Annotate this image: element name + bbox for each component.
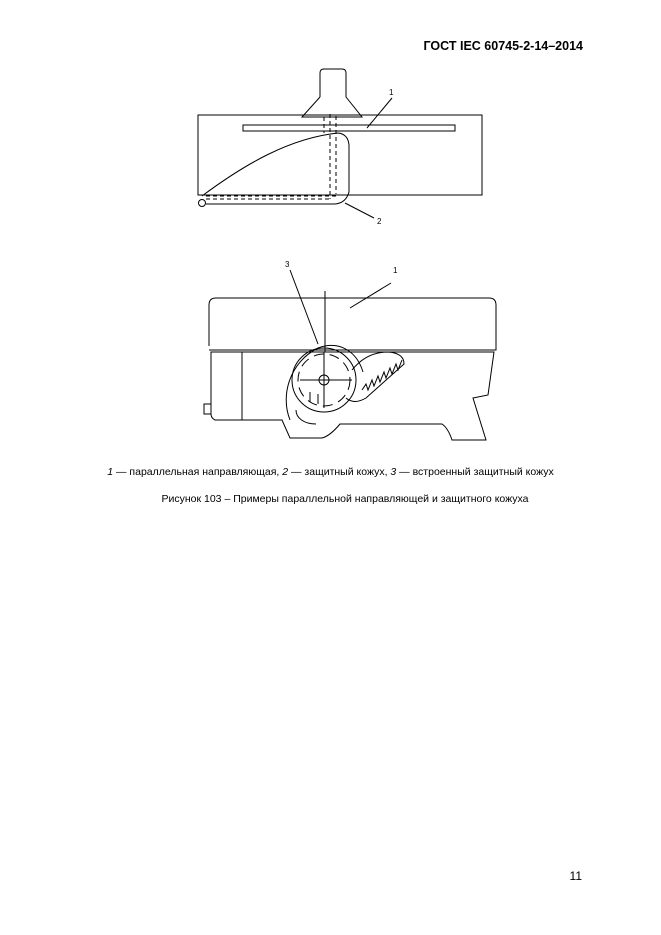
bottom-drawing xyxy=(204,270,496,440)
leader-1-bottom xyxy=(350,283,391,308)
legend-num-1: 1 xyxy=(107,466,114,478)
figure-caption: Рисунок 103 – Примеры параллельной направляющей и защитного кожуха xyxy=(161,493,529,505)
callout-2-top: 2 xyxy=(377,217,382,226)
pivot xyxy=(199,200,206,207)
guard-arc xyxy=(296,392,318,424)
legend-num-2: 2 xyxy=(282,466,289,478)
leader-2 xyxy=(345,203,374,218)
dust-chute xyxy=(302,69,362,117)
callout-1-top: 1 xyxy=(389,88,394,97)
callout-1-bottom: 1 xyxy=(393,266,398,275)
legend-text-2: — защитный кожух, xyxy=(288,466,391,478)
figure-legend xyxy=(0,466,661,478)
guard-lever xyxy=(346,352,404,402)
guard-curve xyxy=(202,133,349,204)
leader-1 xyxy=(367,98,392,128)
top-drawing xyxy=(198,69,482,218)
base-plate xyxy=(198,115,482,195)
side-knob xyxy=(204,404,211,414)
leader-3-bottom xyxy=(290,270,318,344)
legend-text-1: — параллельная направляющая, xyxy=(113,466,283,478)
parallel-guide xyxy=(243,125,455,131)
legend-num-3: 3 xyxy=(390,466,397,478)
hidden-lines xyxy=(206,114,336,199)
page-number: 11 xyxy=(569,869,582,883)
legend-text-3: — встроенный защитный кожух xyxy=(396,466,554,478)
callout-3-bottom: 3 xyxy=(285,260,290,269)
guard-shell xyxy=(286,345,363,420)
standard-header: ГОСТ IEC 60745-2-14–2014 xyxy=(423,39,583,53)
lever-teeth xyxy=(362,360,402,390)
upper-housing xyxy=(209,298,496,350)
